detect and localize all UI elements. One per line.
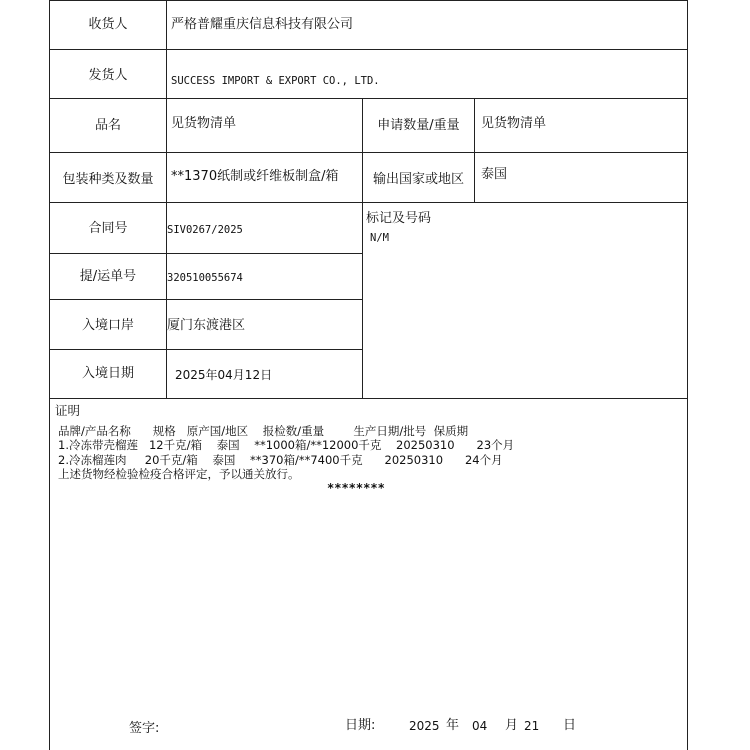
middle-column-divider bbox=[362, 98, 363, 399]
date-day: 21 bbox=[524, 719, 540, 733]
certificate-stars: ******** bbox=[327, 481, 385, 495]
right-column-divider bbox=[474, 98, 475, 203]
marks-label: 标记及号码 bbox=[366, 211, 432, 226]
entry-date-label: 入境日期 bbox=[81, 366, 134, 381]
origin-label: 输出国家或地区 bbox=[372, 172, 464, 187]
packing-label: 包装种类及数量 bbox=[62, 172, 154, 187]
consignor-value: SUCCESS IMPORT & EXPORT CO., LTD. bbox=[171, 75, 380, 87]
row-divider bbox=[49, 349, 362, 350]
frame-top bbox=[49, 0, 688, 1]
date-day-unit: 日 bbox=[563, 718, 577, 733]
date-year: 2025 bbox=[409, 719, 440, 733]
row-divider bbox=[49, 398, 688, 399]
row-divider bbox=[49, 299, 362, 300]
label-column-divider bbox=[166, 0, 167, 399]
certificate-title: 证明 bbox=[55, 403, 81, 418]
origin-value: 泰国 bbox=[481, 167, 508, 182]
certificate-header: 品牌/产品名称 规格 原产国/地区 报检数/重量 生产日期/批号 保质期 bbox=[58, 424, 469, 438]
port-label: 入境口岸 bbox=[81, 318, 134, 333]
signature-label: 签字: bbox=[129, 721, 160, 736]
frame-right bbox=[687, 0, 688, 750]
entry-date-value: 2025年04月12日 bbox=[175, 368, 273, 382]
consignor-label: 发货人 bbox=[88, 68, 128, 83]
contract-label: 合同号 bbox=[88, 221, 128, 236]
port-value: 厦门东渡港区 bbox=[167, 318, 246, 333]
row-divider bbox=[49, 49, 688, 50]
date-year-unit: 年 bbox=[446, 718, 460, 733]
certificate-item: 1.冷冻带壳榴莲 12千克/箱 泰国 **1000箱/**12000千克 20250310 23个月 bbox=[58, 438, 515, 452]
product-label: 品名 bbox=[94, 118, 121, 133]
product-value: 见货物清单 bbox=[171, 116, 237, 131]
certificate-statement: 上述货物经检验检疫合格评定，予以通关放行。 bbox=[58, 467, 300, 481]
consignee-value: 严格普耀重庆信息科技有限公司 bbox=[171, 17, 354, 32]
bill-value: 320510055674 bbox=[167, 272, 243, 284]
date-label: 日期: bbox=[345, 718, 376, 733]
packing-value: **1370纸制或纤维板制盒/箱 bbox=[171, 169, 339, 184]
date-month-unit: 月 bbox=[505, 718, 519, 733]
consignee-label: 收货人 bbox=[88, 17, 128, 32]
contract-value: SIV0267/2025 bbox=[167, 224, 243, 236]
row-divider bbox=[49, 202, 688, 203]
row-divider bbox=[49, 253, 362, 254]
row-divider bbox=[49, 98, 688, 99]
date-month: 04 bbox=[472, 719, 488, 733]
certificate-item: 2.冷冻榴莲肉 20千克/箱 泰国 **370箱/**7400千克 20250310 24个月 bbox=[58, 453, 503, 467]
quantity-value: 见货物清单 bbox=[481, 116, 547, 131]
row-divider bbox=[49, 152, 688, 153]
bill-label: 提/运单号 bbox=[79, 269, 137, 284]
quantity-label: 申请数量/重量 bbox=[377, 118, 460, 133]
marks-value: N/M bbox=[370, 232, 389, 244]
